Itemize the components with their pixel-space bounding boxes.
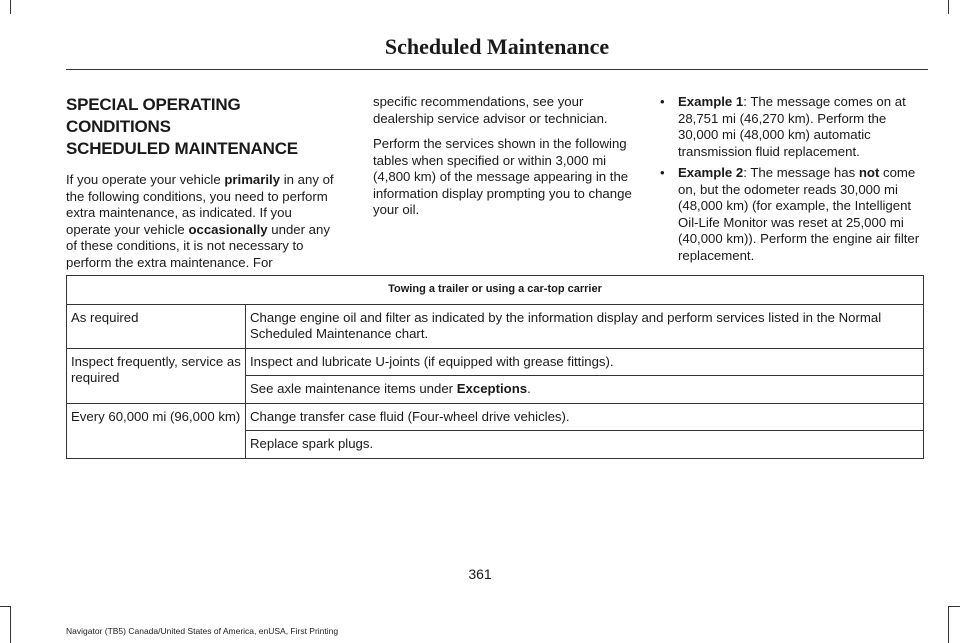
example-text: : The message comes on at 28,751 mi (46,270 km). Perform the 30,000 mi (48,000 km) automatic transmission fluid replacement. — [678, 94, 906, 159]
bold-term: not — [858, 165, 880, 180]
table-row — [67, 348, 924, 376]
action-cell: Replace spark plugs. — [246, 431, 924, 459]
bold-term: occasionally — [188, 221, 268, 237]
header-divider — [66, 69, 928, 70]
bold-term: Exceptions — [456, 381, 528, 396]
maintenance-table — [66, 275, 924, 459]
crop-mark — [948, 0, 949, 14]
intro-paragraph — [66, 172, 340, 271]
condition-cell: Every 60,000 mi (96,000 km) — [67, 403, 246, 458]
footer-text: Navigator (TB5) Canada/United States of America, enUSA, First Printing — [66, 626, 339, 636]
column-left — [66, 94, 340, 280]
crop-mark — [948, 606, 960, 607]
bold-term: primarily — [224, 172, 281, 187]
crop-mark — [10, 606, 11, 643]
text-run: If you operate your vehicle — [66, 172, 225, 187]
paragraph-continued: specific recommendations, see your dealership service advisor or technician. — [373, 94, 608, 126]
column-right — [660, 94, 928, 269]
page-title: Scheduled Maintenance — [384, 34, 610, 59]
example-label: Example 2 — [678, 165, 744, 180]
table-row — [67, 403, 924, 431]
action-cell: Change engine oil and filter as indicated by the information display and perform services listed in the Normal Scheduled Maintenance chart. — [246, 304, 924, 348]
table-row — [67, 304, 924, 348]
text-run: See axle maintenance items under — [250, 381, 457, 396]
condition-cell: Inspect frequently, service as required — [67, 348, 246, 403]
bullet-icon: • — [660, 165, 665, 180]
crop-mark — [0, 606, 11, 607]
list-item — [660, 94, 928, 160]
table-title: Towing a trailer or using a car-top carrier — [67, 276, 924, 305]
text-run: under any of these conditions, it is not necessary to perform the extra maintenance. For — [66, 221, 330, 270]
list-item — [660, 165, 928, 264]
action-cell — [246, 376, 924, 404]
example-list — [660, 94, 928, 264]
bullet-icon: • — [660, 94, 665, 109]
text-run: in any of the following conditions, you need to perform extra maintenance, as indicated. If you operate your vehicle — [66, 172, 334, 237]
paragraph-services: Perform the services shown in the following tables when specified or within 3,000 mi (4,800 km) of the message appearing in the information display prompting you to change your oil. — [373, 136, 632, 217]
section-heading-line1: SPECIAL OPERATING CONDITIONS — [66, 95, 241, 136]
text-run: . — [527, 381, 531, 396]
page-number: 361 — [468, 566, 492, 582]
condition-cell: As required — [67, 304, 246, 348]
action-cell: Change transfer case fluid (Four-wheel drive vehicles). — [246, 403, 924, 431]
example-label: Example 1 — [678, 94, 744, 109]
example-text: : The message has — [743, 165, 859, 180]
section-heading — [66, 94, 340, 160]
crop-mark — [10, 0, 11, 14]
action-cell: Inspect and lubricate U-joints (if equipped with grease fittings). — [246, 348, 924, 376]
table-title-row — [67, 276, 924, 305]
column-middle — [373, 94, 635, 228]
section-heading-line2: SCHEDULED MAINTENANCE — [66, 139, 298, 158]
example-text: come on, but the odometer reads 30,000 mi (48,000 km) (for example, the Intelligent Oil-Life Monitor was reset at 25,000 mi (40,000 km)). Perform the engine air filter replacement. — [678, 165, 920, 263]
crop-mark — [948, 606, 949, 643]
